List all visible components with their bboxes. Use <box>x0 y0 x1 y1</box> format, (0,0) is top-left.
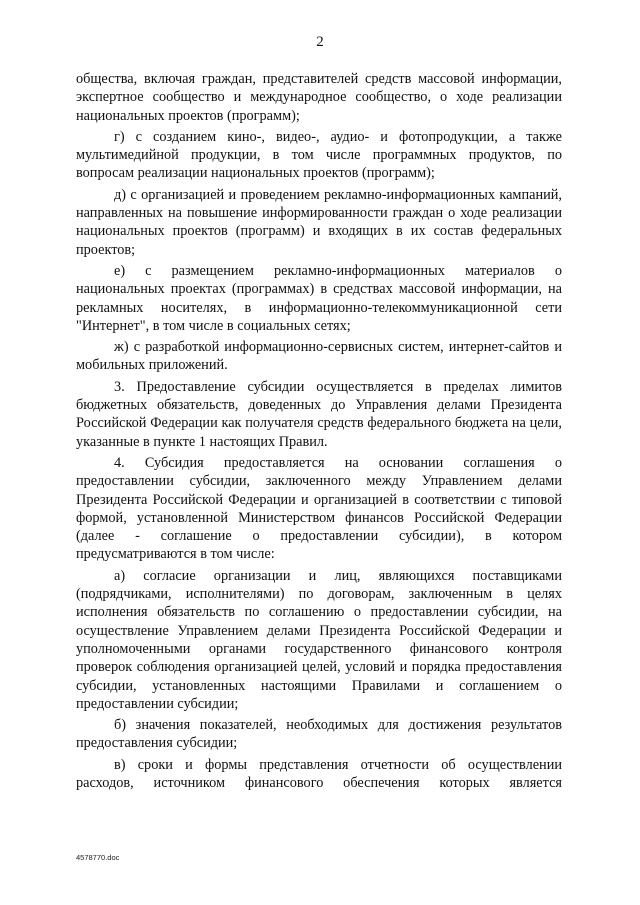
paragraph-item-a: а) согласие организации и лиц, являющихся поставщиками (подрядчиками, исполнителями) по договорам, заключенным в целях исполнения обязательств по соглашению о предоставлении субсидии, на осуществление Управлением делами Президента Российской Федерации и уполномоченными органами государственного финансового контроля проверок соблюдения организацией целей, условий и порядка предоставления субсидии, установленных настоящими Правилами и соглашением о предоставлении субсидии; <box>76 567 562 712</box>
paragraph-clause-4: 4. Субсидия предоставляется на основании соглашения о предоставлении субсидии, заключенного между Управлением делами Президента Российской Федерации и организацией в соответствии с типовой формой, установленной Министерством финансов Российской Федерации (далее - соглашение о предоставлении субсидии), в котором предусматриваются в том числе: <box>76 454 562 563</box>
paragraph-continuation: общества, включая граждан, представителей средств массовой информации, экспертное сообщество и международное сообщество, о ходе реализации национальных проектов (программ); <box>76 71 562 124</box>
paragraph-item-e: е) с размещением рекламно-информационных материалов о национальных проектах (программах) в средствах массовой информации, на рекламных носителях, в информационно-телекоммуникационной сети "Интернет", в том числе в социальных сетях; <box>76 262 562 334</box>
paragraph-item-d: д) с организацией и проведением рекламно-информационных кампаний, направленных на повышение информированности граждан о ходе реализации национальных проектов (программ) и входящих в их состав федеральных проектов; <box>76 186 562 258</box>
page-number: 2 <box>316 34 324 50</box>
document-footer-filename: 4578770.doc <box>76 853 120 862</box>
document-body <box>76 70 562 795</box>
paragraph-item-g: г) с созданием кино-, видео-, аудио- и фотопродукции, а также мультимедийной продукции, в том числе программных продуктов, по вопросам реализации национальных проектов (программ); <box>76 128 562 182</box>
paragraph-item-zh: ж) с разработкой информационно-сервисных систем, интернет-сайтов и мобильных приложений. <box>76 339 562 374</box>
paragraph-item-v: в) сроки и формы представления отчетности об осуществлении расходов, источником финансового обеспечения которых является <box>76 756 562 791</box>
paragraph-clause-3: 3. Предоставление субсидии осуществляется в пределах лимитов бюджетных обязательств, доведенных до Управления делами Президента Российской Федерации как получателя средств федерального бюджета на цели, указанные в пункте 1 настоящих Правил. <box>76 378 562 450</box>
paragraph-item-b: б) значения показателей, необходимых для достижения результатов предоставления субсидии; <box>76 717 562 752</box>
